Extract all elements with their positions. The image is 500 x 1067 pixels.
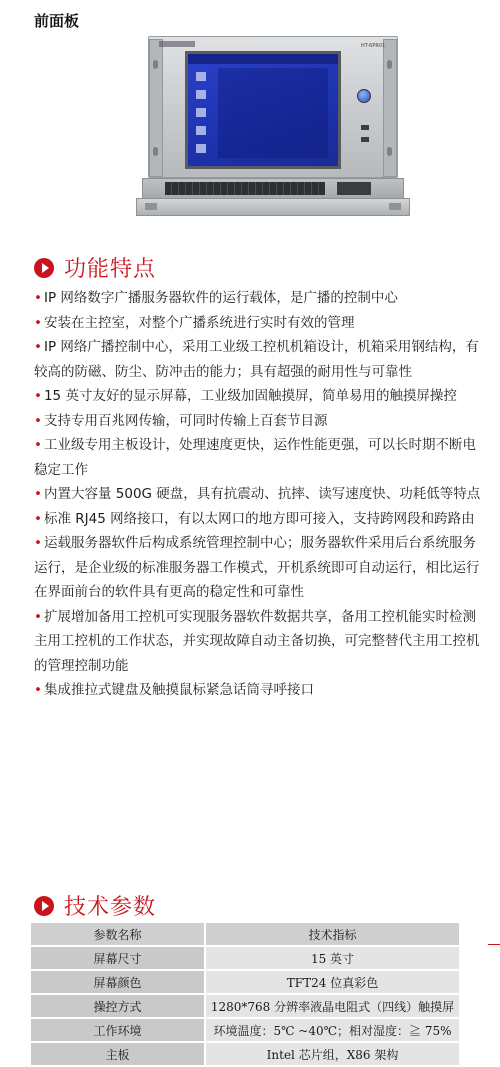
list-item — [34, 507, 484, 532]
screen-icon — [196, 144, 206, 153]
feature-text: 运载服务器软件后构成系统管理控制中心；服务器软件采用后台系统服务运行，是企业级的标准服务器工作模式，开机系统即可自动运行，相比运行在界面前台的软件具有更高的稳定性和可靠性 — [34, 535, 480, 600]
usb-port-icon — [361, 125, 369, 130]
feature-text: IP 网络数字广播服务器软件的运行载体，是广播的控制中心 — [43, 290, 398, 306]
feature-text: 标准 RJ45 网络接口，有以太网口的地方即可接入，支持跨网段和跨路由 — [43, 510, 475, 527]
spec-value: Intel 芯片组，X86 架构 — [205, 1042, 459, 1066]
list-item — [34, 531, 484, 605]
screen-icon — [196, 90, 206, 99]
spec-name: 屏幕尺寸 — [31, 946, 205, 970]
screen-title-bar — [188, 54, 338, 64]
play-circle-icon — [34, 896, 54, 916]
spec-table — [31, 923, 459, 1067]
list-item — [34, 605, 484, 679]
feature-text: IP 网络广播控制中心，采用工业级工控机机箱设计，机箱采用钢结构，有较高的防磁、防尘、防冲击的能力；具有超强的耐用性与可靠性 — [34, 339, 479, 380]
bullet-icon: • — [34, 437, 42, 453]
touch-screen — [185, 51, 341, 169]
front-panel-label: 前面板 — [34, 12, 80, 30]
specs-title: 技术参数 — [64, 895, 157, 920]
bullet-icon: • — [34, 535, 42, 551]
screen-content-area — [218, 68, 328, 158]
feature-text: 工业级专用主板设计，处理速度更快，运作性能更强，可以长时期不断电稳定工作 — [34, 437, 476, 478]
table-row — [31, 994, 459, 1018]
feature-list — [34, 286, 484, 703]
table-row — [31, 970, 459, 994]
feature-text: 内置大容量 500G 硬盘，具有抗震动、抗摔、读写速度快、功耗低等特点 — [43, 486, 481, 502]
rack-ear-left — [149, 39, 163, 177]
features-title: 功能特点 — [64, 257, 157, 282]
power-button-icon — [357, 89, 371, 103]
spec-name: 操控方式 — [31, 994, 205, 1018]
bullet-icon: • — [34, 388, 42, 404]
list-item — [34, 335, 484, 384]
touchpad-icon — [337, 182, 371, 195]
list-item — [34, 482, 484, 507]
screen-icon — [196, 72, 206, 81]
screen-icon — [196, 108, 206, 117]
usb-port-icon — [361, 137, 369, 142]
spec-value: 环境温度：5℃ ~40℃；相对湿度：≧ 75% — [205, 1018, 459, 1042]
list-item — [34, 678, 484, 703]
bullet-icon: • — [34, 486, 42, 502]
column-header: 参数名称 — [31, 923, 205, 946]
list-item — [34, 311, 484, 336]
feature-text: 集成推拉式键盘及触摸鼠标紧急话筒寻呼接口 — [43, 682, 314, 698]
spec-value: 1280*768 分辨率液晶电阻式（四线）触摸屏 — [205, 994, 459, 1018]
list-item — [34, 286, 484, 311]
bullet-icon: • — [34, 314, 42, 331]
tray-front-panel — [136, 198, 410, 216]
spec-name: 工作环境 — [31, 1018, 205, 1042]
spec-value: 15 英寸 — [205, 946, 459, 970]
screen-icon — [196, 126, 206, 135]
list-item — [34, 433, 484, 482]
column-header: 技术指标 — [205, 923, 459, 946]
feature-text: 支持专用百兆网传输，可同时传输上百套节目源 — [43, 412, 328, 429]
play-circle-icon — [34, 258, 54, 278]
feature-text: 扩展增加备用工控机可实现服务器软件数据共享，备用工控机能实时检测主用工控机的工作状态，并实现故障自动主备切换，可完整替代主用工控机的管理控制功能 — [34, 608, 480, 674]
bullet-icon: • — [34, 682, 42, 698]
list-item — [34, 384, 484, 409]
spec-name: 主板 — [31, 1042, 205, 1066]
rack-ear-right — [383, 39, 397, 177]
spec-value: TFT24 位真彩色 — [205, 970, 459, 994]
spec-name: 屏幕颜色 — [31, 970, 205, 994]
bullet-icon: • — [34, 339, 42, 355]
specs-heading — [34, 890, 156, 921]
feature-text: 15 英寸友好的显示屏幕，工业级加固触摸屏，简单易用的触摸屏操控 — [43, 388, 457, 404]
keyboard-tray — [142, 178, 404, 200]
keyboard-icon — [165, 182, 325, 195]
features-heading — [34, 252, 156, 283]
table-row — [31, 946, 459, 970]
brand-logo — [159, 41, 195, 47]
table-row — [31, 1042, 459, 1066]
decorative-divider — [488, 944, 500, 945]
bullet-icon: • — [34, 510, 42, 527]
chassis-front — [148, 36, 398, 178]
bullet-icon: • — [34, 412, 42, 429]
table-header-row — [31, 923, 459, 946]
bullet-icon: • — [34, 608, 42, 625]
feature-text: 安装在主控室，对整个广播系统进行实时有效的管理 — [43, 314, 355, 331]
list-item — [34, 409, 484, 434]
product-photo — [136, 36, 408, 216]
table-row — [31, 1018, 459, 1042]
device-model-text: HT-6PR01 — [361, 43, 386, 49]
bullet-icon: • — [34, 290, 42, 306]
